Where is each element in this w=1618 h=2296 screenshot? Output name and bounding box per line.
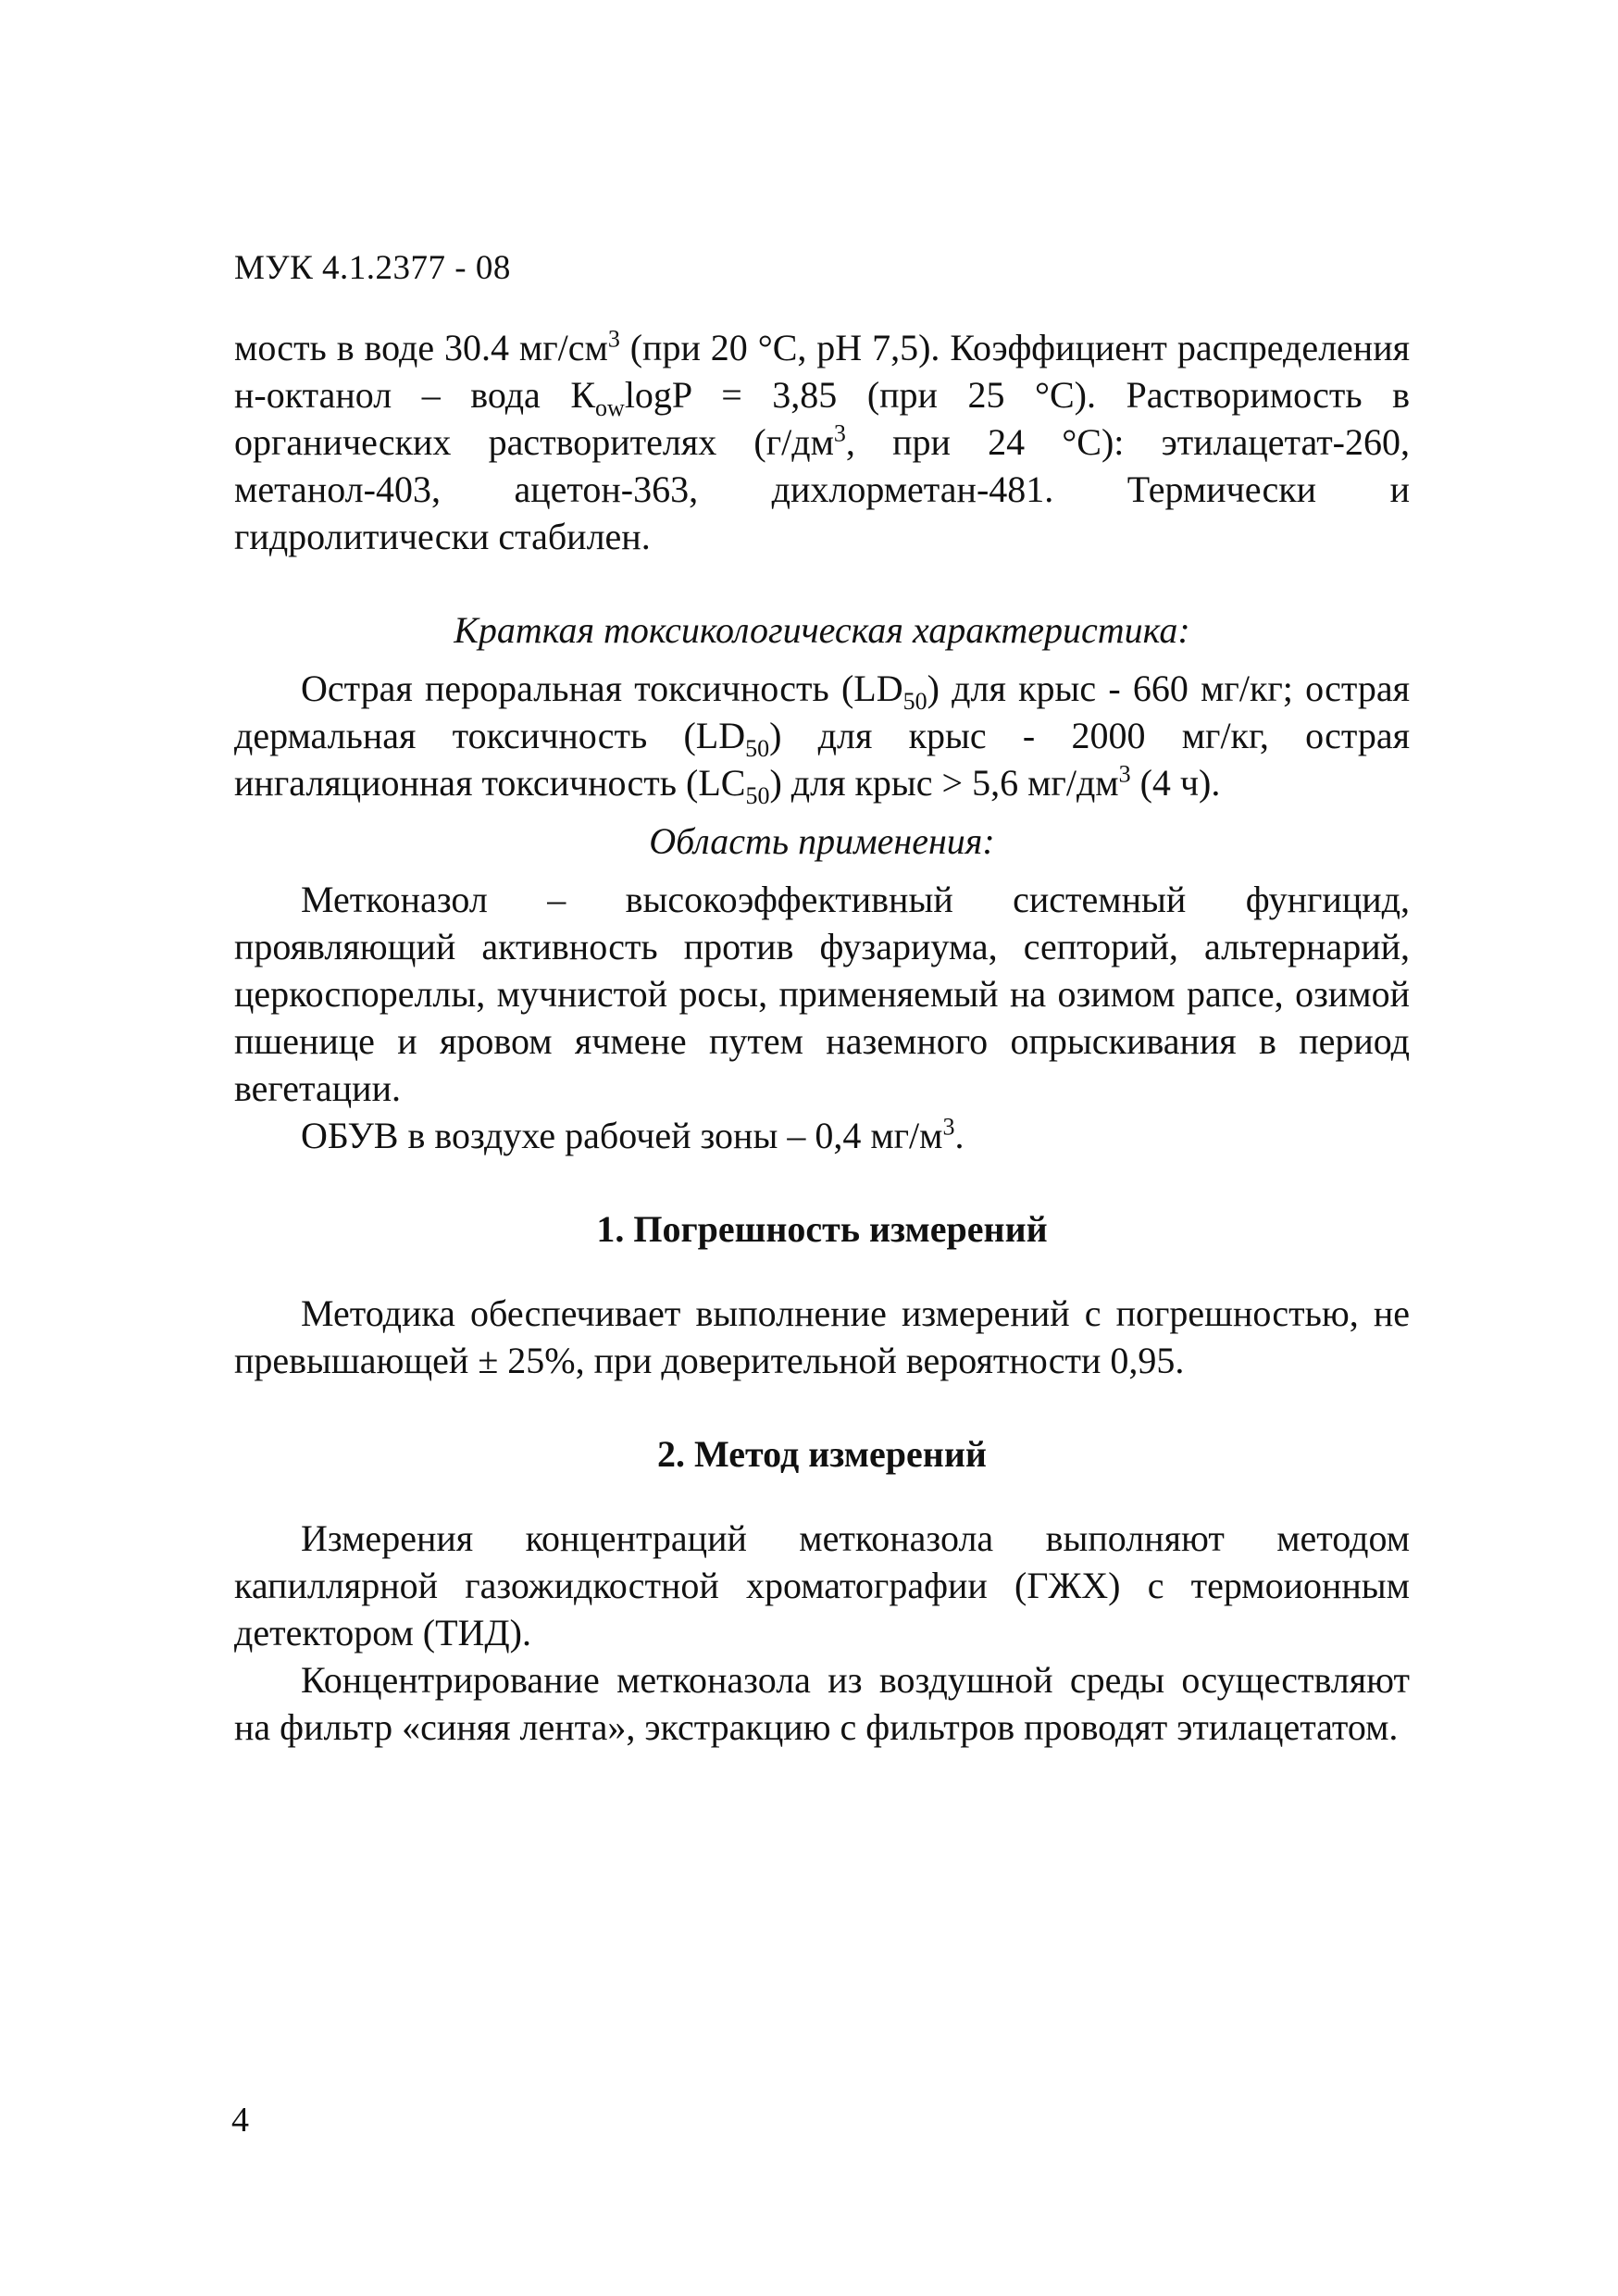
tox-sup-1: 3: [1118, 760, 1131, 788]
intro-paragraph: [234, 324, 1410, 560]
intro-sup-2: 3: [833, 419, 846, 447]
intro-sup-1: 3: [607, 325, 620, 353]
intro-text-1: мость в воде 30.4 мг/см: [234, 327, 608, 368]
section-2-heading: 2. Метод измерений: [657, 1433, 987, 1475]
scope-heading: Область применения:: [649, 820, 995, 862]
tox-sub-2: 50: [745, 735, 770, 762]
obuv-sup: 3: [942, 1113, 955, 1141]
page-number: 4: [231, 2101, 249, 2140]
intro-text-4: , при 24 °С): этилацетат-260, метанол-403, ацетон-363, дихлорметан-481. Термически и гидролитически стабилен.: [234, 421, 1411, 557]
tox-paragraph: [234, 665, 1411, 809]
section-2-paragraph-1: Измерения концентраций метконазола выполняют методом капиллярной газожидкостной хроматографии (ГЖХ) с термоионным детектором (ТИД).: [234, 1517, 1410, 1653]
intro-text-3: logP = 3,85 (при 25 °С). Растворимость в органических растворителях (г/дм: [234, 374, 1410, 463]
obuv-end: .: [954, 1115, 965, 1156]
tox-sub-3: 50: [745, 782, 770, 809]
tox-text-4: ) для крыс > 5,6 мг/дм: [769, 762, 1119, 804]
tox-text-5: (4 ч).: [1130, 762, 1221, 804]
obuv-text: ОБУВ в воздухе рабочей зоны – 0,4 мг/м: [301, 1115, 943, 1156]
tox-text-2: ) для крыс - 660 мг/кг; острая дермальная токсичность (LD: [234, 668, 1410, 756]
section-2-paragraph-2: Концентрирование метконазола из воздушной среды осуществляют на фильтр «синяя лента», экстракцию с фильтров проводят этилацетатом.: [234, 1659, 1410, 1748]
tox-sub-1: 50: [902, 688, 927, 715]
tox-heading: Краткая токсикологическая характеристика:: [454, 609, 1190, 651]
tox-text-3: ) для крыс - 2000 мг/кг, острая ингаляционная токсичность (LC: [234, 715, 1411, 804]
section-1-heading: 1. Погрешность измерений: [596, 1208, 1048, 1250]
obuv-paragraph: [234, 1112, 1410, 1159]
document-body: [234, 324, 1410, 1751]
tox-text-1: Острая пероральная токсичность (LD: [301, 668, 903, 709]
intro-sub-1: ow: [595, 394, 625, 421]
intro-text-2: (при 20 °С, рН 7,5). Коэффициент распределения н-октанол – вода К: [234, 327, 1410, 416]
scope-paragraph: Метконазол – высокоэффективный системный фунгицид, проявляющий активность против фузариума, септорий, альтернарий, церкоспореллы, мучнистой росы, применяемый на озимом рапсе, озимой пшенице и яровом ячмене путем наземного опрыскивания в период вегетации.: [234, 879, 1410, 1109]
section-1-paragraph: Методика обеспечивает выполнение измерений с погрешностью, не превышающей ± 25%, при доверительной вероятности 0,95.: [234, 1292, 1410, 1381]
document-code-header: МУК 4.1.2377 - 08: [234, 249, 511, 287]
